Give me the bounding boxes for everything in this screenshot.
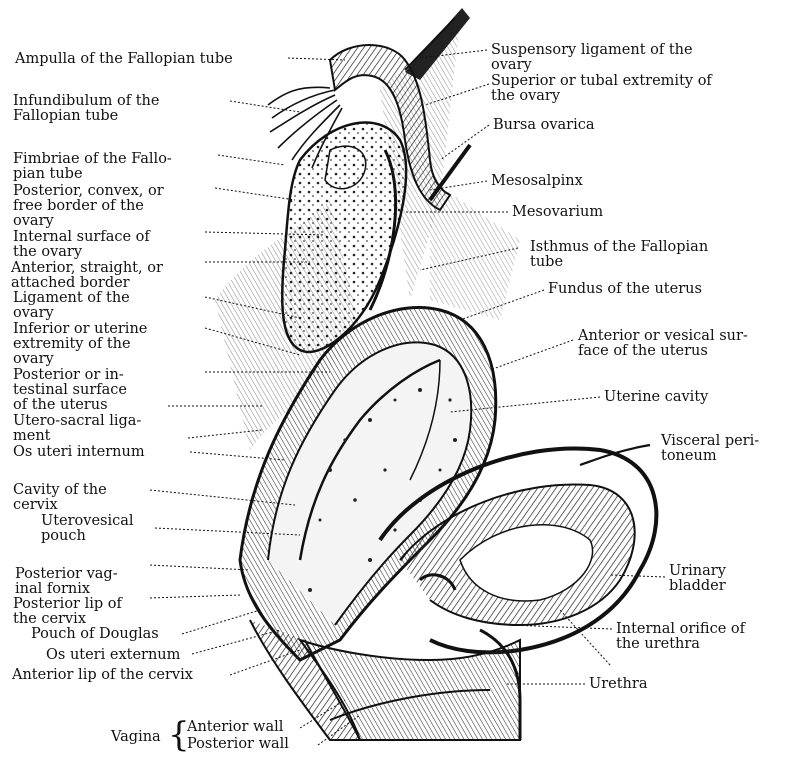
label-uterine-cavity: Uterine cavity bbox=[604, 389, 709, 405]
label-internal-surface-ovary: Internal surface of the ovary bbox=[13, 229, 150, 260]
label-bursa-ovarica: Bursa ovarica bbox=[493, 117, 595, 133]
label-urethra: Urethra bbox=[589, 676, 648, 692]
label-os-uteri-internum: Os uteri internum bbox=[13, 444, 145, 460]
label-superior-extremity-ovary: Superior or tubal extremity of the ovary bbox=[491, 73, 712, 104]
label-ampulla: Ampulla of the Fallopian tube bbox=[15, 51, 233, 67]
label-urinary-bladder: Urinary bladder bbox=[669, 563, 726, 594]
vagina-and-urethra bbox=[250, 620, 520, 740]
label-posterior-border-ovary: Posterior, convex, or free border of the ovary bbox=[13, 183, 164, 229]
vagina-brace: { bbox=[168, 715, 190, 755]
label-fundus-uterus: Fundus of the uterus bbox=[548, 281, 702, 297]
label-suspensory-ligament: Suspensory ligament of the ovary bbox=[491, 42, 693, 73]
label-pouch-of-douglas: Pouch of Douglas bbox=[31, 626, 159, 642]
label-posterior-surface-uterus: Posterior or in- testinal surface of the uterus bbox=[13, 367, 127, 413]
label-vagina-posterior-wall: Posterior wall bbox=[187, 736, 289, 752]
label-anterior-lip-cervix: Anterior lip of the cervix bbox=[12, 667, 193, 683]
label-vagina-anterior-wall: Anterior wall bbox=[187, 719, 284, 735]
label-anterior-surface-uterus: Anterior or vesical sur- face of the uterus bbox=[578, 328, 748, 359]
label-visceral-peritoneum: Visceral peri- toneum bbox=[661, 433, 760, 464]
label-uterosacral-ligament: Utero-sacral liga- ment bbox=[13, 413, 142, 444]
label-internal-orifice-urethra: Internal orifice of the urethra bbox=[616, 621, 746, 652]
label-uterovesical-pouch: Uterovesical pouch bbox=[41, 513, 134, 544]
label-cavity-cervix: Cavity of the cervix bbox=[13, 482, 107, 513]
label-fimbriae: Fimbriae of the Fallo- pian tube bbox=[13, 151, 172, 182]
label-ligament-ovary: Ligament of the ovary bbox=[13, 290, 130, 321]
label-isthmus-fallopian-tube: Isthmus of the Fallopian tube bbox=[530, 239, 709, 270]
label-os-uteri-externum: Os uteri externum bbox=[46, 647, 181, 663]
label-mesovarium: Mesovarium bbox=[512, 204, 604, 220]
label-anterior-border-ovary: Anterior, straight, or attached border bbox=[11, 260, 163, 291]
label-posterior-vaginal-fornix: Posterior vag- inal fornix bbox=[15, 566, 118, 597]
label-infundibulum: Infundibulum of the Fallopian tube bbox=[13, 93, 160, 124]
label-mesosalpinx: Mesosalpinx bbox=[491, 173, 583, 189]
label-inferior-extremity-ovary: Inferior or uterine extremity of the ovary bbox=[13, 321, 148, 367]
label-posterior-lip-cervix: Posterior lip of the cervix bbox=[13, 596, 122, 627]
label-vagina: Vagina bbox=[111, 729, 161, 745]
